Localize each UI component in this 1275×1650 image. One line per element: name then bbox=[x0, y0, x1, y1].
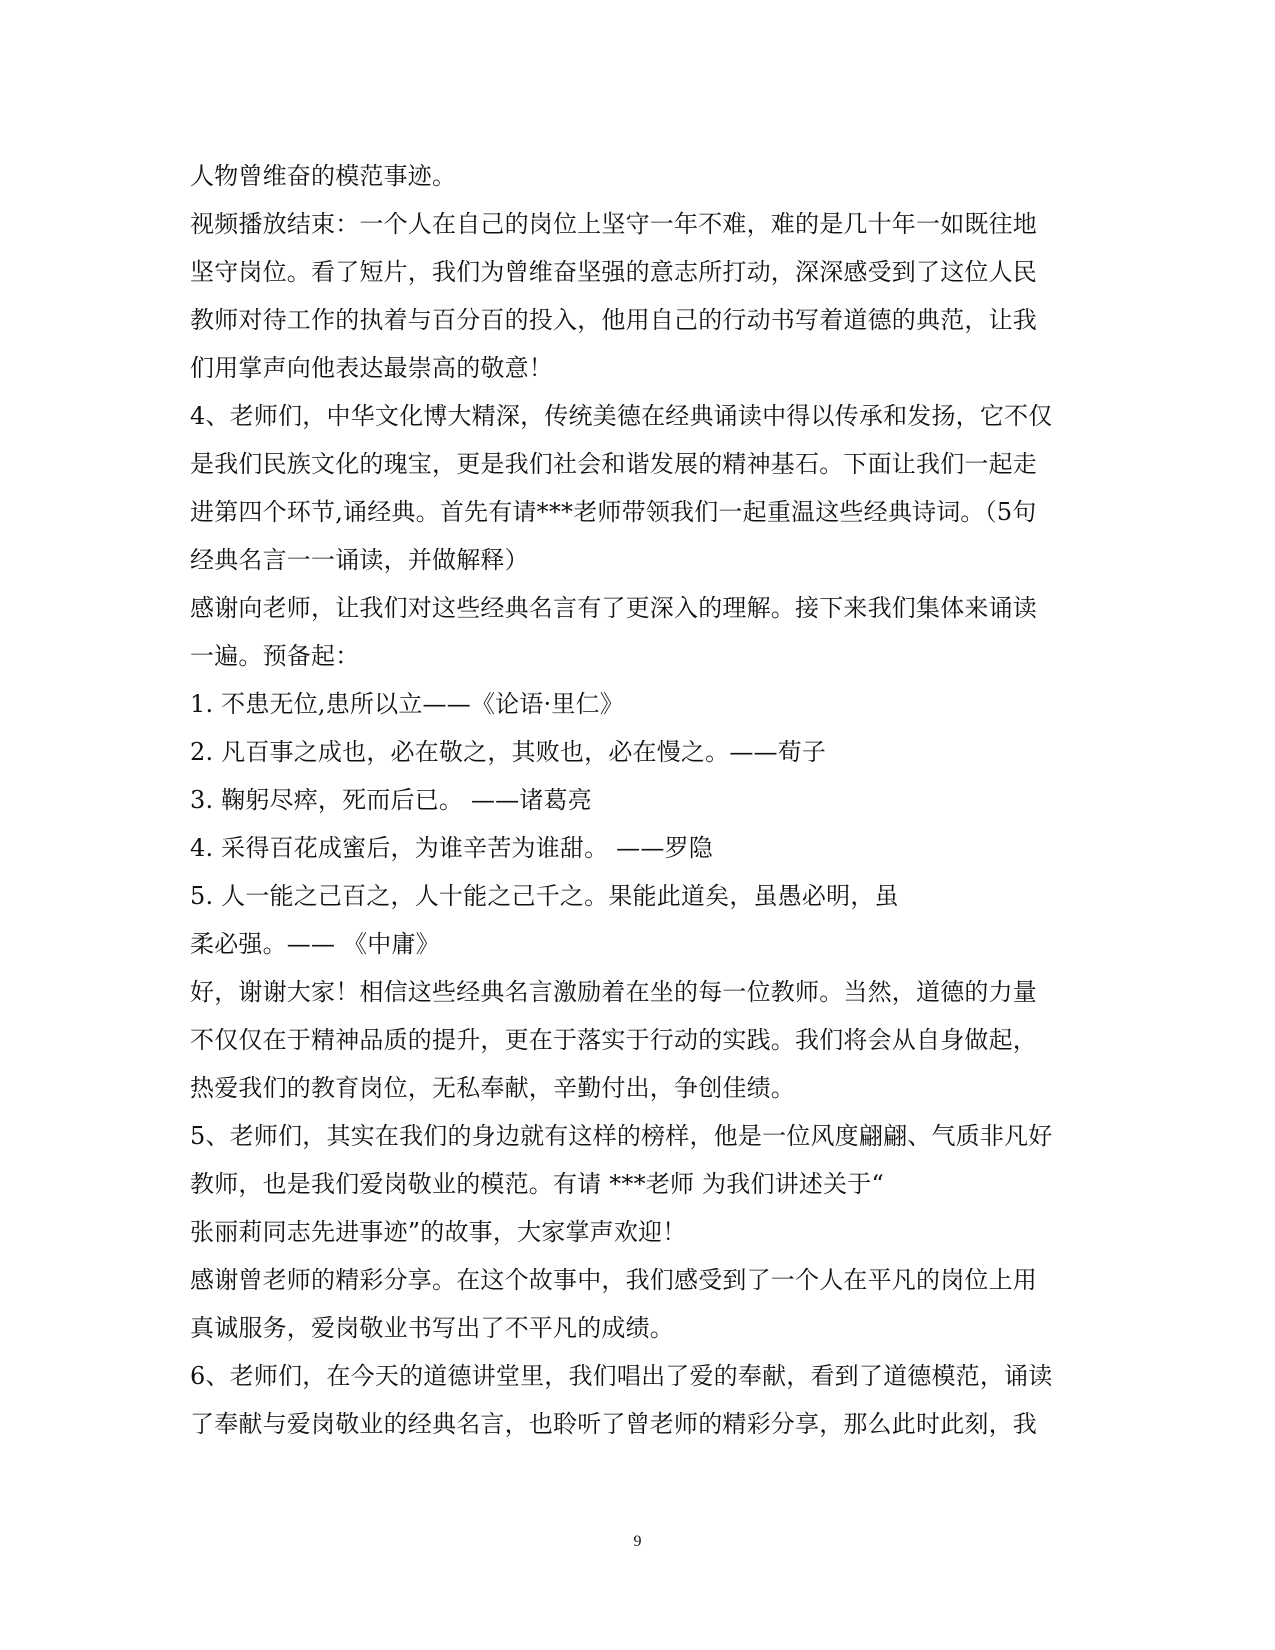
text-line: 进第四个环节,诵经典。首先有请***老师带领我们一起重温这些经典诗词。（5句 bbox=[190, 498, 1037, 526]
quote-line: 4. 采得百花成蜜后，为谁辛苦为谁甜。 ——罗隐 bbox=[190, 834, 713, 862]
text-line: 教师对待工作的执着与百分百的投入，他用自己的行动书写着道德的典范，让我 bbox=[190, 306, 1037, 334]
text-line: 4、老师们，中华文化博大精深，传统美德在经典诵读中得以传承和发扬，它不仅 bbox=[190, 402, 1053, 430]
quote-line: 2. 凡百事之成也，必在敬之，其败也，必在慢之。——荀子 bbox=[190, 738, 827, 766]
quote-line: 3. 鞠躬尽瘁，死而后已。 ——诸葛亮 bbox=[190, 786, 592, 814]
body-text bbox=[190, 152, 1090, 1448]
text-line: 不仅仅在于精神品质的提升，更在于落实于行动的实践。我们将会从自身做起， bbox=[190, 1026, 1037, 1054]
quote-line: 柔必强。—— 《中庸》 bbox=[190, 930, 440, 958]
text-line: 了奉献与爱岗敬业的经典名言，也聆听了曾老师的精彩分享，那么此时此刻，我 bbox=[190, 1410, 1037, 1438]
text-line: 们用掌声向他表达最崇高的敬意！ bbox=[190, 354, 553, 382]
text-line: 视频播放结束：一个人在自己的岗位上坚守一年不难，难的是几十年一如既往地 bbox=[190, 210, 1037, 238]
quote-line: 1. 不患无位,患所以立——《论语·里仁》 bbox=[190, 690, 624, 718]
page-number: 9 bbox=[633, 1533, 642, 1550]
text-line: 感谢向老师，让我们对这些经典名言有了更深入的理解。接下来我们集体来诵读 bbox=[190, 594, 1037, 622]
text-line: 真诚服务，爱岗敬业书写出了不平凡的成绩。 bbox=[190, 1314, 674, 1342]
text-line: 好，谢谢大家！相信这些经典名言激励着在坐的每一位教师。当然，道德的力量 bbox=[190, 978, 1037, 1006]
text-line: 6、老师们，在今天的道德讲堂里，我们唱出了爱的奉献，看到了道德模范，诵读 bbox=[190, 1362, 1053, 1390]
quote-line: 5. 人一能之己百之，人十能之己千之。果能此道矣，虽愚必明，虽 bbox=[190, 882, 899, 910]
text-line: 感谢曾老师的精彩分享。在这个故事中，我们感受到了一个人在平凡的岗位上用 bbox=[190, 1266, 1037, 1294]
text-line: 教师，也是我们爱岗敬业的模范。有请 ***老师 为我们讲述关于“ bbox=[190, 1170, 884, 1198]
text-line: 是我们民族文化的瑰宝，更是我们社会和谐发展的精神基石。下面让我们一起走 bbox=[190, 450, 1037, 478]
text-line: 人物曾维奋的模范事迹。 bbox=[190, 162, 457, 190]
text-line: 经典名言一一诵读，并做解释） bbox=[190, 546, 529, 574]
text-line: 5、老师们，其实在我们的身边就有这样的榜样，他是一位风度翩翩、气质非凡好 bbox=[190, 1122, 1053, 1150]
text-line: 热爱我们的教育岗位，无私奉献，辛勤付出，争创佳绩。 bbox=[190, 1074, 795, 1102]
text-line: 一遍。预备起： bbox=[190, 642, 360, 670]
text-line: 坚守岗位。看了短片，我们为曾维奋坚强的意志所打动，深深感受到了这位人民 bbox=[190, 258, 1037, 286]
text-line: 张丽莉同志先进事迹”的故事，大家掌声欢迎！ bbox=[190, 1218, 687, 1246]
